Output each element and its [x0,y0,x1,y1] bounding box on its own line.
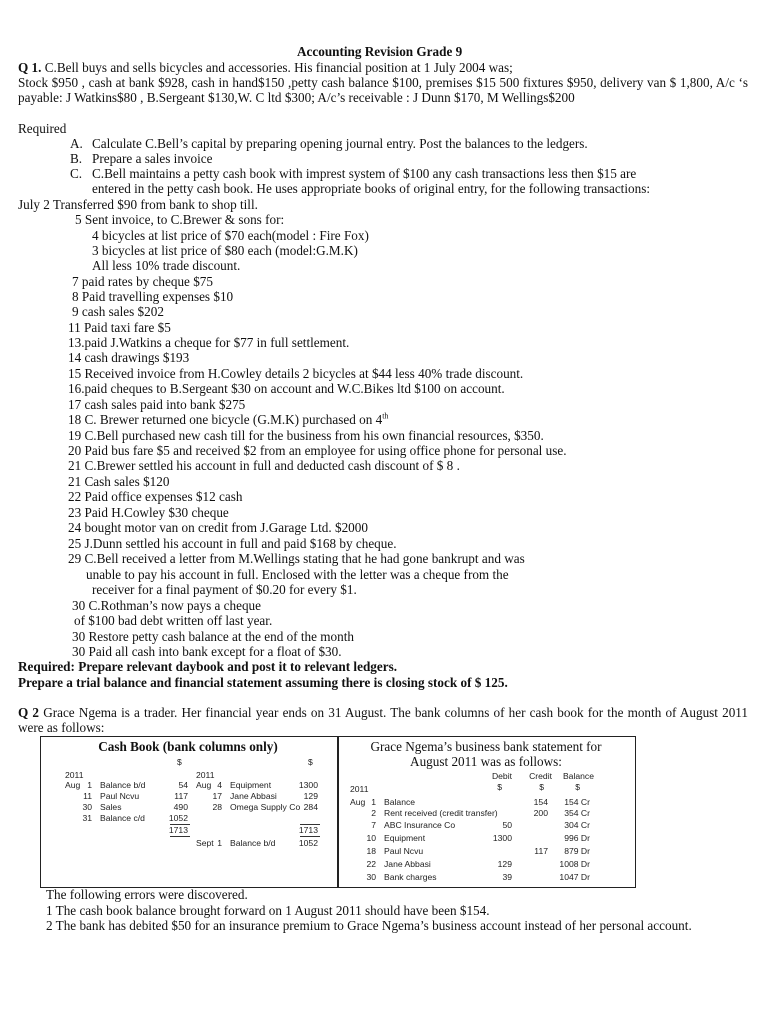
error-item: 1 The cash book balance brought forward on 1 August 2011 should have been $154. [46,903,490,918]
cashbook-desc: Balance b/d [100,780,146,790]
transaction-line: 20 Paid bus fare $5 and received $2 from an employee for using office phone for personal use. [68,443,567,458]
cashbook-carry-desc: Balance b/d [230,838,276,848]
q1-task-b-letter: B. [70,151,83,166]
cash-book-box [40,736,338,888]
statement-debit: 39 [502,872,512,882]
cashbook-month: Aug [196,780,212,790]
transaction-line: receiver for a final payment of $0.20 for every $1. [92,582,357,597]
cashbook-desc: Balance c/d [100,813,145,823]
transaction-line: unable to pay his account in full. Enclosed with the letter was a cheque from the [86,567,509,582]
transaction-line: 24 bought motor van on credit from J.Garage Ltd. $2000 [68,520,368,535]
cashbook-day: 11 [83,791,92,801]
transaction-line: 17 cash sales paid into bank $275 [68,397,246,412]
q1-task-c-letter: C. [70,166,83,181]
cashbook-year-right: 2011 [196,770,215,780]
statement-balance: 879 Dr [564,846,590,856]
transaction-line: 16.paid cheques to B.Sergeant $30 on account and W.C.Bikes ltd $100 on account. [68,381,505,396]
q2-label: Q 2 [18,705,40,720]
transaction-line: 11 Paid taxi fare $5 [68,320,171,335]
statement-debit: 50 [502,820,512,830]
cashbook-carry-amount: 1052 [298,838,318,848]
cashbook-amount: 129 [303,791,318,801]
statement-desc: Bank charges [384,872,437,882]
statement-balance: 354 Cr [564,808,590,818]
transaction-line: 30 C.Rothman’s now pays a cheque [72,598,261,613]
superscript-th: th [382,411,389,421]
transaction-line: 13.paid J.Watkins a cheque for $77 in full settlement. [68,335,350,350]
cashbook-day: 17 [212,791,222,801]
cashbook-amount: 54 [178,780,188,790]
cashbook-month: Aug [65,780,81,790]
transaction-line: 30 Paid all cash into bank except for a float of $30. [72,644,342,659]
transaction-line: 25 J.Dunn settled his account in full and paid $168 by cheque. [68,536,397,551]
q1-required-heading: Required [18,121,67,136]
statement-unit-credit: $ [539,782,544,792]
transaction-line: 3 bicycles at list price of $80 each (model:G.M.K) [92,243,358,258]
statement-balance: 1047 Dr [559,872,590,882]
errors-intro: The following errors were discovered. [46,887,248,902]
q1-required-bold-2: Prepare a trial balance and financial statement assuming there is closing stock of $ 125. [18,675,508,690]
cashbook-total-left: 1713 [168,825,188,835]
cashbook-dollar-left: $ [177,757,182,767]
cashbook-desc: Omega Supply Co [230,802,301,812]
statement-year: 2011 [350,784,369,794]
statement-desc: Jane Abbasi [384,859,431,869]
transaction-line: 23 Paid H.Cowley $30 cheque [68,505,229,520]
transaction-line: All less 10% trade discount. [92,258,241,273]
cashbook-dollar-right: $ [308,757,313,767]
statement-balance: 154 Cr [564,797,590,807]
transaction-line: 29 C.Bell received a letter from M.Wellings stating that he had gone bankrupt and was [68,551,525,566]
statement-day: 1 [371,797,376,807]
statement-credit: 117 [534,846,548,856]
q1-task-c: C.Bell maintains a petty cash book with imprest system of $100 any cash transactions less then $15 are [92,166,637,181]
transaction-line: 21 Cash sales $120 [68,474,170,489]
cashbook-day: 1 [87,780,92,790]
statement-desc: Paul Ncvu [384,846,424,856]
cashbook-amount: 1052 [168,813,188,823]
statement-desc: ABC Insurance Co [384,820,456,830]
q2-intro [18,705,748,735]
cashbook-desc: Equipment [230,780,272,790]
statement-title-1: Grace Ngema’s business bank statement for [370,739,602,754]
cashbook-amount: 1300 [298,780,318,790]
statement-unit-debit: $ [497,782,502,792]
cashbook-desc: Sales [100,802,122,812]
statement-day: 22 [366,859,376,869]
statement-credit: 154 [533,797,548,807]
cashbook-amount: 284 [303,802,318,812]
cashbook-desc: Paul Ncvu [100,791,140,801]
q1-task-c-cont: entered in the petty cash book. He uses appropriate books of original entry, for the following transactions: [92,181,650,196]
transaction-line: 7 paid rates by cheque $75 [72,274,213,289]
statement-desc: Rent received (credit transfer) [384,808,498,818]
transaction-line: 19 C.Bell purchased new cash till for the business from his own financial resources, $350. [68,428,544,443]
statement-credit: 200 [533,808,548,818]
q1-required-bold-1: Required: Prepare relevant daybook and post it to relevant ledgers. [18,659,398,674]
statement-balance: 304 Cr [564,820,590,830]
q1-label: Q 1. [18,60,42,75]
transaction-line: 8 Paid travelling expenses $10 [72,289,234,304]
statement-debit: 1300 [492,833,512,843]
statement-balance: 1008 Dr [559,859,590,869]
transaction-text: 18 C. Brewer returned one bicycle (G.M.K) purchased on 4 [68,412,383,427]
q1-intro [18,60,513,75]
statement-day: 10 [366,833,376,843]
transaction-line: 14 cash drawings $193 [68,350,190,365]
statement-header-credit: Credit [529,771,552,781]
transaction-line: July 2 Transferred $90 from bank to shop till. [18,197,258,212]
page-title: Accounting Revision Grade 9 [297,44,463,59]
statement-header-debit: Debit [491,771,512,781]
q1-financial-position: Stock $950 , cash at bank $928, cash in hand$150 ,petty cash balance $100, premises $15 500 fixtures $950, delivery van $ 1,800, A/c ‘s payable: J Watkins$80 , B.Sergeant $130,W. C ltd $300; A/c’s receivable : J Dunn $170, M Wellings$200 [18,75,748,105]
cashbook-year-left: 2011 [65,770,84,780]
statement-month: Aug [350,797,366,807]
transaction-line: 21 C.Brewer settled his account in full and deducted cash discount of $ 8 . [68,458,460,473]
q1-task-a-letter: A. [70,136,83,151]
cashbook-amount: 117 [174,791,188,801]
total-rule [300,836,320,837]
statement-unit-balance: $ [575,782,580,792]
statement-balance: 996 Dr [564,833,590,843]
cashbook-day: 4 [217,780,222,790]
transaction-line: 22 Paid office expenses $12 cash [68,489,243,504]
total-rule [170,836,190,837]
transaction-line: 5 Sent invoice, to C.Brewer & sons for: [75,212,285,227]
statement-header-balance: Balance [562,771,594,781]
cash-book-title: Cash Book (bank columns only) [98,739,278,754]
transaction-line: 4 bicycles at list price of $70 each(model : Fire Fox) [92,228,369,243]
cashbook-day: 30 [82,802,92,812]
transaction-line: 9 cash sales $202 [72,304,164,319]
statement-desc: Balance [384,797,416,807]
cashbook-total-right: 1713 [298,825,318,835]
transaction-line: of $100 bad debt written off last year. [74,613,273,628]
statement-title-2: August 2011 was as follows: [410,754,562,769]
statement-day: 7 [371,820,376,830]
statement-desc: Equipment [384,833,426,843]
transaction-line: 15 Received invoice from H.Cowley details 2 bicycles at $44 less 40% trade discount. [68,366,524,381]
cashbook-day: 28 [212,802,222,812]
q1-task-a: Calculate C.Bell’s capital by preparing opening journal entry. Post the balances to the ledgers. [92,136,588,151]
cashbook-desc: Jane Abbasi [230,791,277,801]
transaction-line [68,412,388,427]
transaction-line: 30 Restore petty cash balance at the end of the month [72,629,354,644]
cashbook-carry-month: Sept [196,838,214,848]
cashbook-amount: 490 [173,802,188,812]
q1-intro-text: C.Bell buys and sells bicycles and accessories. His financial position at 1 July 2004 was; [44,60,513,75]
cashbook-carry-day: 1 [217,838,222,848]
statement-day: 18 [366,846,376,856]
cashbook-day: 31 [82,813,92,823]
error-item: 2 The bank has debited $50 for an insurance premium to Grace Ngema’s business account instead of her personal account. [46,918,692,933]
statement-debit: 129 [497,859,512,869]
statement-day: 2 [371,808,376,818]
statement-day: 30 [366,872,376,882]
q2-intro-text: Grace Ngema is a trader. Her financial year ends on 31 August. The bank columns of her cash book for the month of August 2011 were as follows: [18,705,749,735]
q1-task-b: Prepare a sales invoice [92,151,213,166]
